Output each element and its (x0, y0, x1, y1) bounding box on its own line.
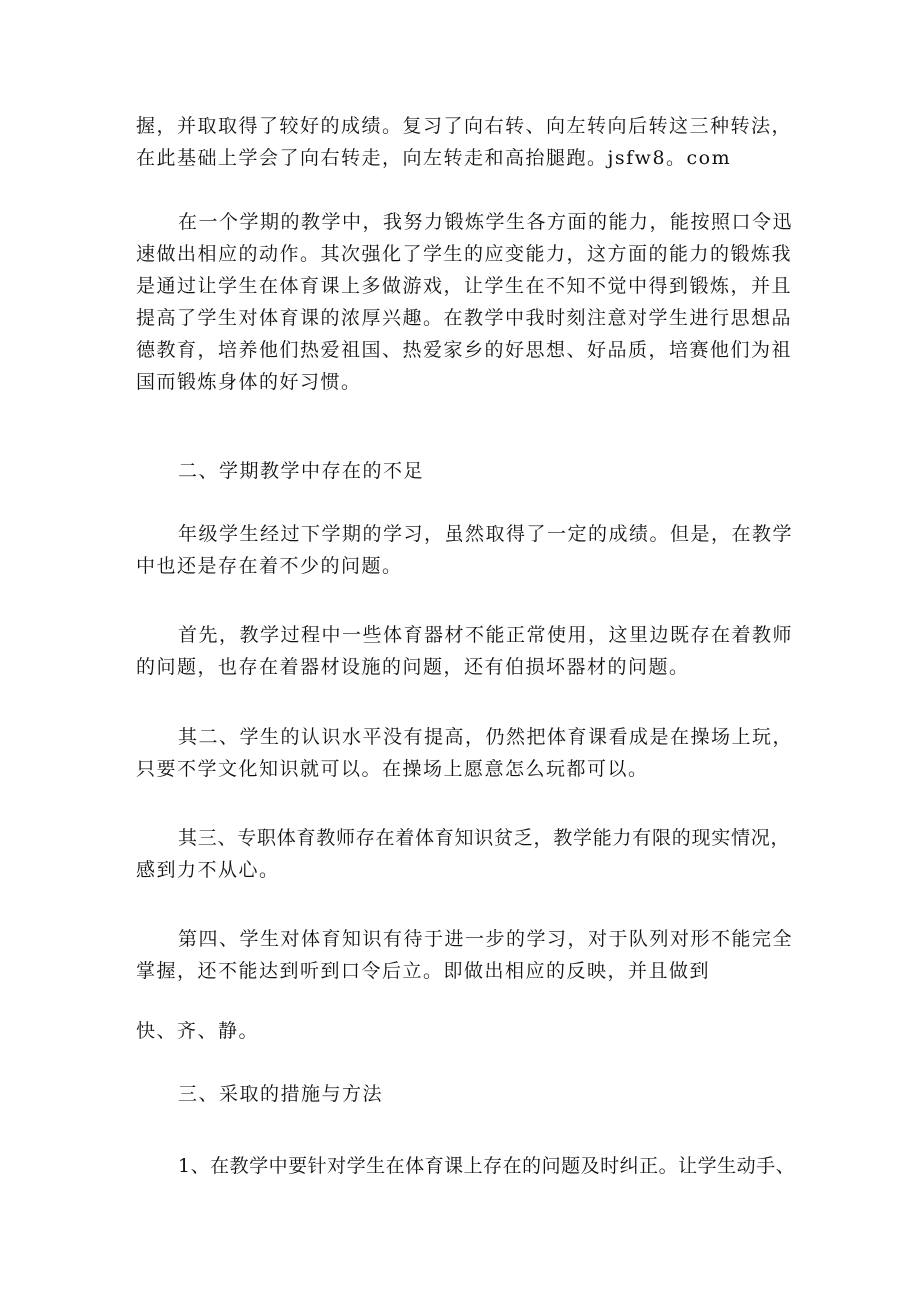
text-line: 德教育，培养他们热爱祖国、热爱家乡的好思想、好品质，培赛他们为祖 (136, 339, 793, 361)
section-heading-shortcomings (136, 455, 796, 487)
text-line: 掌握，还不能达到听到口令后立。即做出相应的反映，并且做到 (136, 960, 711, 982)
text-line: 只要不学文化知识就可以。在操场上愿意怎么玩都可以。 (136, 758, 649, 780)
paragraph-intro-problems (136, 518, 796, 582)
text-line: 其三、专职体育教师存在着体育知识贫乏，教学能力有限的现实情况， (178, 827, 791, 849)
heading-line: 三、采取的措施与方法 (178, 1083, 384, 1105)
text-line: 在一个学期的教学中，我努力锻炼学生各方面的能力，能按照口令迅 (178, 211, 794, 233)
paragraph-second-issue (136, 721, 796, 785)
text-line: 是通过让学生在体育课上多做游戏，让学生在不知不觉中得到锻炼，并且 (136, 275, 793, 297)
section-heading-measures (136, 1078, 796, 1110)
paragraph-fourth-issue-end (136, 1015, 796, 1047)
paragraph-teaching-summary (136, 206, 796, 398)
text-line: 感到力不从心。 (136, 859, 280, 881)
text-line: 速做出相应的动作。其次强化了学生的应变能力，这方面的能力的锻炼我 (136, 243, 793, 265)
text-line: 第四、学生对体育知识有待于进一步的学习，对于队列对形不能完全 (178, 928, 794, 950)
paragraph-fourth-issue (136, 923, 796, 987)
text-line: 提高了学生对体育课的浓厚兴趣。在教学中我时刻注意对学生进行思想品 (136, 307, 793, 329)
paragraph-first-issue (136, 619, 796, 683)
paragraph-measure-1 (136, 1150, 796, 1182)
text-line: 的问题，也存在着器材设施的问题，还有伯损坏器材的问题。 (136, 656, 690, 678)
text-line: 中也还是存在着不少的问题。 (136, 555, 403, 577)
heading-line: 二、学期教学中存在的不足 (178, 460, 425, 482)
text-line: 首先，教学过程中一些体育器材不能正常使用，这里边既存在着教师 (178, 624, 794, 646)
paragraph-third-issue (136, 822, 796, 886)
text-line: 握，并取取得了较好的成绩。复习了向右转、向左转向后转这三种转法， (136, 115, 793, 137)
text-line: 1、在教学中要针对学生在体育课上存在的问题及时纠正。让学生动手、 (178, 1155, 796, 1177)
text-line: 年级学生经过下学期的学习，虽然取得了一定的成绩。但是，在教学 (178, 523, 794, 545)
paragraph-continuation (136, 110, 796, 174)
text-line: 在此基础上学会了向右转走，向左转走和高抬腿跑。jsfw8。com (136, 147, 732, 169)
text-line: 快、齐、静。 (136, 1020, 260, 1042)
text-line: 其二、学生的认识水平没有提高，仍然把体育课看成是在操场上玩， (178, 726, 794, 748)
text-line: 国而锻炼身体的好习惯。 (136, 371, 362, 393)
